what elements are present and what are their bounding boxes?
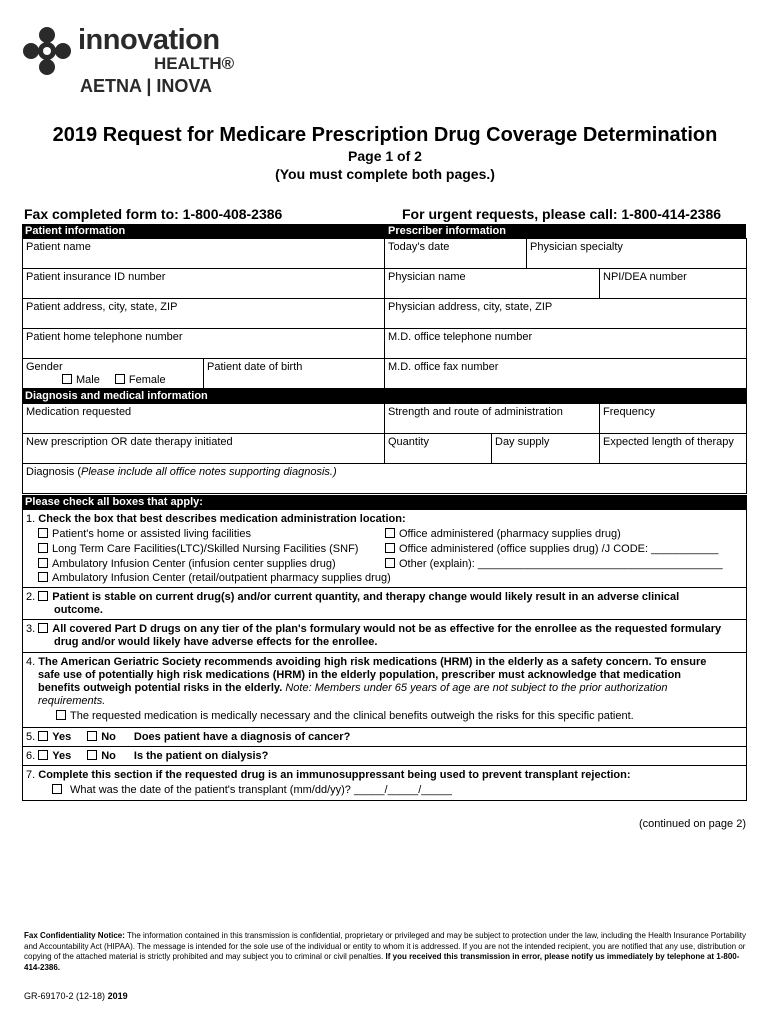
npi-dea-field[interactable]	[599, 268, 747, 299]
section-2-question: 2. Patient is stable on current drug(s) and/or current quantity, and therapy change would likely result in an adverse clinical	[26, 591, 680, 603]
new-prescription-label: New prescription OR date therapy initiated	[26, 436, 233, 448]
section-4-line-3: benefits outweigh potential risks in the elderly. Note: Members under 65 years of age are not subject to the prior authorization	[38, 682, 668, 694]
section-6-no-checkbox[interactable]	[87, 750, 97, 760]
page-number: Page 1 of 2	[348, 148, 422, 164]
md-office-phone-label: M.D. office telephone number	[388, 331, 533, 343]
section-4-acknowledge: The requested medication is medically necessary and the clinical benefits outweigh the risks for this specific patient.	[56, 710, 634, 722]
section-7-checkbox[interactable]	[52, 784, 62, 794]
logo-mark-icon	[22, 26, 72, 76]
diagnosis-field[interactable]	[22, 463, 747, 494]
page-title: 2019 Request for Medicare Prescription Drug Coverage Determination	[52, 124, 718, 146]
other-checkbox[interactable]	[385, 558, 395, 568]
infusion-retail-checkbox[interactable]	[38, 572, 48, 582]
patient-phone-label: Patient home telephone number	[26, 331, 183, 343]
physician-address-label: Physician address, city, state, ZIP	[388, 301, 553, 313]
section-5-no-checkbox[interactable]	[87, 731, 97, 741]
patient-info-header: Patient information	[22, 224, 384, 238]
section-2-question-cont: outcome.	[54, 604, 103, 616]
continued-note: (continued on page 2)	[638, 818, 746, 830]
patient-name-field[interactable]	[22, 238, 385, 269]
patient-insurance-id-label: Patient insurance ID number	[26, 271, 166, 283]
prescriber-info-header: Prescriber information	[384, 224, 746, 238]
section-5-yes-checkbox[interactable]	[38, 731, 48, 741]
section-6-yes-checkbox[interactable]	[38, 750, 48, 760]
day-supply-field[interactable]	[491, 433, 600, 464]
section-3-checkbox[interactable]	[38, 623, 48, 633]
section-5-question: 5. Yes No Does patient have a diagnosis of cancer?	[26, 731, 351, 743]
physician-address-field[interactable]	[384, 298, 747, 329]
patient-name-label: Patient name	[26, 241, 91, 253]
physician-specialty-label: Physician specialty	[530, 241, 623, 253]
strength-route-label: Strength and route of administration	[388, 406, 563, 418]
option-office-pharmacy: Office administered (pharmacy supplies drug)	[385, 528, 621, 540]
section-7-transplant-date: What was the date of the patient's transplant (mm/dd/yy)? _____/_____/_____	[52, 784, 452, 796]
frequency-label: Frequency	[603, 406, 655, 418]
physician-name-field[interactable]	[384, 268, 600, 299]
medication-requested-label: Medication requested	[26, 406, 132, 418]
diagnosis-label: Diagnosis (	[26, 466, 82, 478]
diagnosis-header: Diagnosis and medical information	[22, 389, 747, 403]
patient-insurance-id-field[interactable]	[22, 268, 385, 299]
section-1-question: 1. Check the box that best describes medication administration location:	[26, 513, 406, 525]
frequency-field[interactable]	[599, 403, 747, 434]
patient-phone-field[interactable]	[22, 328, 385, 359]
new-prescription-field[interactable]	[22, 433, 385, 464]
section-3-question: 3. All covered Part D drugs on any tier of the plan's formulary would not be as effective for the enrollee as the requested formulary	[26, 623, 722, 635]
todays-date-label: Today's date	[388, 241, 450, 253]
page-note: (You must complete both pages.)	[275, 166, 495, 182]
medication-requested-field[interactable]	[22, 403, 385, 434]
patient-dob-field[interactable]	[203, 358, 385, 389]
ltc-snf-checkbox[interactable]	[38, 543, 48, 553]
npi-dea-label: NPI/DEA number	[603, 271, 687, 283]
female-label: Female	[128, 374, 166, 386]
logo	[22, 24, 235, 96]
patient-dob-label: Patient date of birth	[207, 361, 303, 373]
section-4-question: 4. The American Geriatric Society recommends avoiding high risk medications (HRM) in the elderly as a safety concern. To ensure	[26, 656, 707, 668]
form-code: GR-69170-2 (12-18) 2019	[24, 991, 128, 1001]
logo-word-health: HEALTH®	[154, 54, 235, 73]
patient-address-field[interactable]	[22, 298, 385, 329]
infusion-center-checkbox[interactable]	[38, 558, 48, 568]
option-ltc-snf: Long Term Care Facilities(LTC)/Skilled Nursing Facilities (SNF)	[38, 543, 358, 555]
md-office-phone-field[interactable]	[384, 328, 747, 359]
section-4-checkbox[interactable]	[56, 710, 66, 720]
quantity-field[interactable]	[384, 433, 492, 464]
section-6-question: 6. Yes No Is the patient on dialysis?	[26, 750, 269, 762]
day-supply-label: Day supply	[495, 436, 550, 448]
expected-length-label: Expected length of therapy	[603, 436, 734, 448]
male-label: Male	[76, 374, 100, 386]
section-2-checkbox[interactable]	[38, 591, 48, 601]
section-4-line-2: safe use of potentially high risk medications (HRM) in the elderly population, prescriber must acknowledge that medication	[38, 669, 682, 681]
option-infusion-retail: Ambulatory Infusion Center (retail/outpatient pharmacy supplies drug)	[38, 572, 391, 584]
fax-number: Fax completed form to: 1-800-408-2386	[24, 206, 283, 222]
diagnosis-note: Please include all office notes supporting diagnosis.)	[81, 466, 337, 478]
md-office-fax-label: M.D. office fax number	[388, 361, 499, 373]
gender-field	[22, 358, 204, 389]
physician-name-label: Physician name	[388, 271, 466, 283]
logo-word-innovation: innovation	[78, 24, 220, 56]
expected-length-field[interactable]	[599, 433, 747, 464]
option-infusion-center: Ambulatory Infusion Center (infusion center supplies drug)	[38, 558, 336, 570]
section-4-line-4: requirements.	[38, 695, 106, 707]
option-office-supplies: Office administered (office supplies drug) /J CODE: ___________	[385, 543, 718, 555]
male-checkbox[interactable]	[62, 374, 72, 384]
quantity-label: Quantity	[388, 436, 429, 448]
physician-specialty-field[interactable]	[526, 238, 747, 269]
option-other: Other (explain): ________________________________________	[385, 558, 723, 570]
office-supplies-checkbox[interactable]	[385, 543, 395, 553]
logo-word-aetna-inova: AETNA | INOVA	[80, 76, 213, 96]
office-pharmacy-checkbox[interactable]	[385, 528, 395, 538]
female-checkbox[interactable]	[115, 374, 125, 384]
patients-home-checkbox[interactable]	[38, 528, 48, 538]
strength-route-field[interactable]	[384, 403, 600, 434]
patient-address-label: Patient address, city, state, ZIP	[26, 301, 178, 313]
section-7-question: 7. Complete this section if the requested drug is an immunosuppressant being used to prevent transplant rejection:	[26, 769, 631, 781]
todays-date-field[interactable]	[384, 238, 527, 269]
gender-label: Gender	[26, 361, 63, 373]
md-office-fax-field[interactable]	[384, 358, 747, 389]
option-patients-home: Patient's home or assisted living facilities	[38, 528, 251, 540]
section-3-question-cont: drug and/or would likely have adverse effects for the enrollee.	[54, 636, 378, 648]
confidentiality-notice: Fax Confidentiality Notice: The information contained in this transmission is confidential, proprietary or privileged and may be subject to protection under the law, including the Health Insurance Portability and Accountability Act (HIPAA). The message is intended for the sole use of the individual or entity to whom it is addressed. If you are not the intended recipient, you are notified that any use, distribution or copying of the attached material is strictly prohibited and may subject you to criminal or civil penalties. If you received this transmission in error, please notify us immediately by telephone at 1-800-414-2386.	[24, 931, 746, 972]
check-boxes-header: Please check all boxes that apply:	[22, 495, 747, 509]
urgent-number: For urgent requests, please call: 1-800-414-2386	[402, 206, 722, 222]
